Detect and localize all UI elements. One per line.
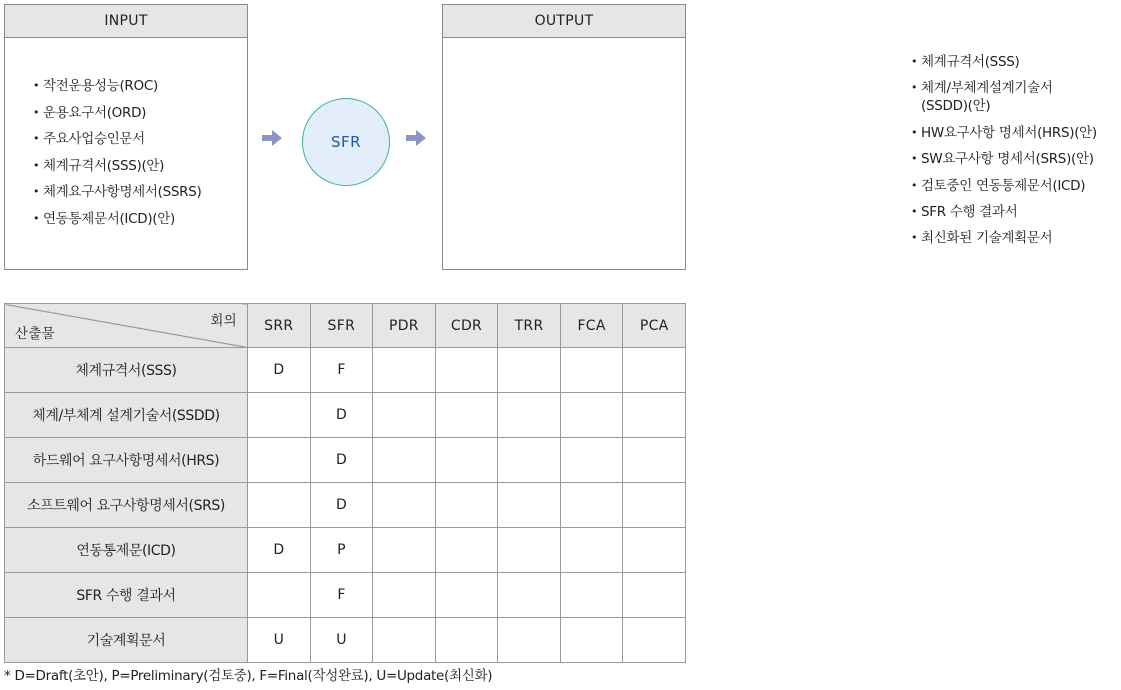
row-label: 체계규격서(SSS): [5, 348, 248, 393]
table-cell: [435, 573, 498, 618]
row-label: 하드웨어 요구사항명세서(HRS): [5, 438, 248, 483]
right-arrow-icon: [262, 130, 282, 146]
table-row: [5, 393, 686, 438]
input-item: • 체계규격서(SSS)(안): [43, 157, 202, 175]
input-list: [43, 77, 202, 237]
table-cell: [498, 438, 561, 483]
table-row: [5, 483, 686, 528]
table-cell: [498, 618, 561, 663]
row-label: 소프트웨어 요구사항명세서(SRS): [5, 483, 248, 528]
table-header-row: [5, 304, 686, 348]
table-cell: [560, 528, 623, 573]
column-header: PDR: [373, 304, 436, 348]
table-cell: [623, 573, 686, 618]
table-row: [5, 573, 686, 618]
table-cell: [498, 573, 561, 618]
table-row: [5, 528, 686, 573]
input-item: • 체계요구사항명세서(SSRS): [43, 183, 202, 201]
table-cell: [498, 393, 561, 438]
output-item: • 검토중인 연동통제문서(ICD): [921, 177, 1121, 195]
table-cell: [248, 438, 311, 483]
table-cell: [373, 483, 436, 528]
table-cell: [373, 618, 436, 663]
table-cell: D: [310, 483, 373, 528]
table-cell: [623, 528, 686, 573]
table-cell: [560, 618, 623, 663]
table-cell: [560, 483, 623, 528]
table-cell: [373, 393, 436, 438]
sfr-circle: [302, 98, 390, 186]
output-box: [442, 4, 1097, 270]
table-cell: [435, 348, 498, 393]
table-row: [5, 438, 686, 483]
table-cell: [560, 438, 623, 483]
output-item: [921, 79, 1121, 115]
column-header: FCA: [560, 304, 623, 348]
sfr-label: SFR: [330, 133, 362, 151]
table-cell: D: [310, 438, 373, 483]
table-cell: D: [310, 393, 373, 438]
table-cell: [623, 618, 686, 663]
table-cell: [560, 348, 623, 393]
table-corner-header: [5, 304, 248, 348]
table-cell: [373, 528, 436, 573]
table-cell: U: [310, 618, 373, 663]
table-body: [5, 348, 686, 663]
table-cell: [435, 393, 498, 438]
output-item: • SFR 수행 결과서: [921, 203, 1121, 221]
table-cell: [623, 348, 686, 393]
input-title: INPUT: [5, 5, 247, 38]
table-cell: [435, 618, 498, 663]
column-header: SFR: [310, 304, 373, 348]
legend-footnote: * D=Draft(초안), P=Preliminary(검토중), F=Final(작성완료), U=Update(최신화): [4, 668, 493, 684]
table-cell: D: [248, 528, 311, 573]
output-item: • HW요구사항 명세서(HRS)(안): [921, 124, 1121, 142]
table-cell: [623, 438, 686, 483]
table-cell: [623, 393, 686, 438]
table-row: [5, 348, 686, 393]
table-cell: [248, 573, 311, 618]
table-cell: [373, 438, 436, 483]
table-cell: [623, 483, 686, 528]
table-cell: [498, 528, 561, 573]
input-item: • 주요사업승인문서: [43, 130, 202, 148]
column-header: CDR: [435, 304, 498, 348]
output-item: • SW요구사항 명세서(SRS)(안): [921, 150, 1121, 168]
input-item: • 운용요구서(ORD): [43, 104, 202, 122]
right-arrow-icon: [406, 130, 426, 146]
output-item-line: (SSDD)(안): [921, 98, 991, 115]
table-row: [5, 618, 686, 663]
table-cell: [435, 528, 498, 573]
output-title: OUTPUT: [443, 5, 685, 38]
input-item: • 작전운용성능(ROC): [43, 77, 202, 95]
table-cell: U: [248, 618, 311, 663]
corner-review-label: 회의: [210, 313, 237, 329]
table-cell: [248, 393, 311, 438]
input-box: [4, 4, 248, 270]
table-cell: [435, 483, 498, 528]
row-label: 연동통제문(ICD): [5, 528, 248, 573]
table-cell: [373, 348, 436, 393]
output-list: [921, 53, 1121, 256]
column-header: PCA: [623, 304, 686, 348]
table-cell: D: [248, 348, 311, 393]
row-label: 체계/부체계 설계기술서(SSDD): [5, 393, 248, 438]
table-cell: F: [310, 573, 373, 618]
input-item: • 연동통제문서(ICD)(안): [43, 210, 202, 228]
table-cell: [560, 573, 623, 618]
table-cell: [435, 438, 498, 483]
table-cell: P: [310, 528, 373, 573]
corner-output-label: 산출물: [15, 326, 56, 342]
column-header: TRR: [498, 304, 561, 348]
output-item: • 체계규격서(SSS): [921, 53, 1121, 71]
row-label: 기술계획문서: [5, 618, 248, 663]
deliverables-table: [4, 303, 686, 663]
column-header: SRR: [248, 304, 311, 348]
table-cell: [560, 393, 623, 438]
table-cell: [248, 483, 311, 528]
table-cell: F: [310, 348, 373, 393]
output-item: • 최신화된 기술계획문서: [921, 229, 1121, 247]
table-cell: [498, 348, 561, 393]
table-cell: [498, 483, 561, 528]
table-cell: [373, 573, 436, 618]
row-label: SFR 수행 결과서: [5, 573, 248, 618]
output-item-line: 체계/부체계설계기술서: [921, 80, 1053, 97]
